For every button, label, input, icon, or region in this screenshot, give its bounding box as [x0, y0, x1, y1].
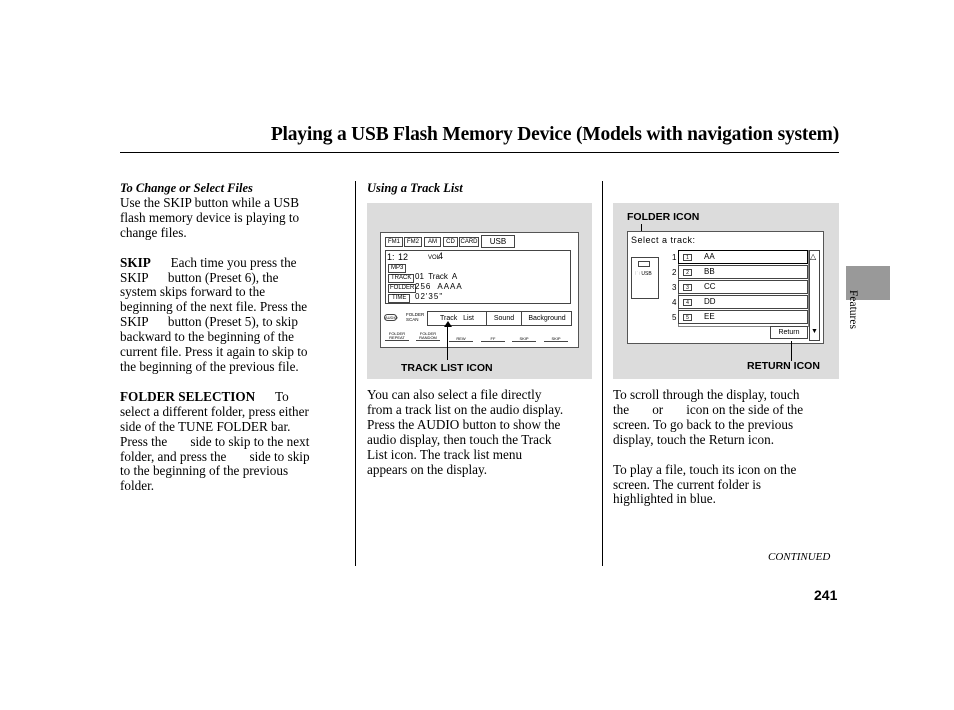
- page-number: 241: [814, 587, 838, 603]
- paragraph-line: folder.: [120, 478, 155, 494]
- paragraph-line: To play a file, touch its icon on the: [613, 461, 797, 477]
- elapsed-time: 02'35": [415, 292, 444, 301]
- section-heading: To Change or Select Files: [120, 181, 253, 195]
- background-button[interactable]: Background: [528, 315, 566, 322]
- time-tag: TIME: [388, 294, 410, 303]
- paragraph-line: Press the AUDIO button to show the: [367, 416, 561, 432]
- tab-fm1[interactable]: FM1: [385, 237, 403, 247]
- file-icon: 1: [683, 254, 692, 261]
- track-num: 5: [672, 313, 677, 322]
- tab-am[interactable]: AM: [424, 237, 441, 247]
- paragraph-line: to the beginning of the previous: [120, 463, 289, 479]
- volume-value: 4: [438, 251, 444, 261]
- track-row-5[interactable]: [678, 310, 808, 324]
- audio-display-figure: [367, 203, 592, 379]
- folder-panel: [631, 257, 659, 299]
- paragraph-line: change files.: [120, 224, 187, 240]
- section-tab-label: Features: [847, 290, 859, 329]
- track-name: BB: [704, 267, 715, 276]
- tab-cd[interactable]: CD: [443, 237, 458, 247]
- usb-folder-icon[interactable]: 🗀 USB: [635, 271, 652, 277]
- paragraph-line: highlighted in blue.: [613, 491, 716, 507]
- folder-tag: FOLDER: [390, 285, 415, 291]
- folder-icon-callout: FOLDER ICON: [627, 211, 700, 223]
- paragraph-line: select a different folder, press either: [120, 403, 309, 419]
- return-button[interactable]: Return: [770, 326, 808, 339]
- preset-skip-forward[interactable]: SKIP: [544, 336, 568, 342]
- paragraph-line: screen. The current folder is: [613, 476, 762, 492]
- folder-scan-label[interactable]: FOLDER SCAN: [406, 312, 425, 322]
- paragraph-line: folder, and press the side to skip: [120, 448, 310, 464]
- folder-selection-term: FOLDER SELECTION: [120, 388, 256, 404]
- file-icon: 4: [683, 299, 692, 306]
- track-row-2[interactable]: [678, 265, 808, 279]
- folder-paragraph: FOLDER SELECTION To: [120, 388, 289, 404]
- paragraph-line: backward to the beginning of the: [120, 329, 294, 345]
- volume-label: VOL: [428, 255, 441, 261]
- scroll-up-icon[interactable]: △: [810, 252, 817, 261]
- page-title: Playing a USB Flash Memory Device (Models with navigation system): [270, 124, 839, 145]
- tab-fm2[interactable]: FM2: [404, 237, 422, 247]
- select-prompt: Select a track:: [631, 235, 696, 245]
- track-name: EE: [704, 312, 715, 321]
- paragraph-line: You can also select a file directly: [367, 387, 542, 402]
- file-icon: 2: [683, 269, 692, 276]
- track-name: DD: [704, 297, 716, 306]
- track-num: 3: [672, 283, 677, 292]
- sound-button[interactable]: Sound: [487, 312, 522, 325]
- track-name: AA: [704, 252, 715, 261]
- tab-usb[interactable]: USB: [481, 235, 515, 248]
- paragraph-line: the or icon on the side of the: [613, 401, 804, 417]
- section-heading: Using a Track List: [367, 181, 463, 195]
- paragraph-line: List icon. The track list menu: [367, 446, 523, 462]
- preset-ff[interactable]: FF: [481, 336, 505, 342]
- paragraph-line: SKIP button (Preset 6), the: [120, 269, 279, 285]
- folder-number: 1:: [387, 252, 395, 262]
- preset-skip-back[interactable]: SKIP: [512, 336, 536, 342]
- paragraph-line: side of the TUNE FOLDER bar.: [120, 418, 291, 434]
- paragraph-line: system skips forward to the: [120, 284, 266, 300]
- paragraph-line: appears on the display.: [367, 461, 487, 477]
- paragraph-line: audio display, then touch the Track: [367, 431, 552, 447]
- column-3-body: [613, 388, 843, 507]
- callout-arrow: [444, 321, 452, 327]
- scroll-down-icon[interactable]: ▼: [811, 328, 818, 335]
- track-num: 2: [672, 268, 677, 277]
- skip-paragraph: SKIP Each time you press the: [120, 254, 297, 270]
- column-divider: [355, 181, 356, 566]
- file-icon: 3: [683, 284, 692, 291]
- paragraph-line: beginning of the next file. Press the: [120, 299, 308, 315]
- track-name: CC: [704, 282, 716, 291]
- audio-display-screen: [380, 232, 579, 348]
- track-list-figure: [613, 203, 839, 379]
- track-num: 1: [672, 253, 677, 262]
- track-row-3[interactable]: [678, 280, 808, 294]
- mp3-tag: MP3: [388, 264, 406, 273]
- paragraph-line: current file. Press it again to skip to: [120, 344, 308, 360]
- skip-term: SKIP: [120, 254, 151, 270]
- track-row-1[interactable]: [678, 250, 808, 264]
- track-list-screen: [627, 231, 824, 344]
- track-info-panel: [385, 250, 571, 304]
- column-2-body: [367, 388, 599, 477]
- audio-button[interactable]: AUDIO: [385, 315, 398, 320]
- file-icon: 5: [683, 314, 692, 321]
- title-rule: [120, 152, 839, 153]
- callout-leader: [447, 325, 448, 360]
- track-title: 01 Track A: [415, 272, 458, 281]
- track-list-button[interactable]: Track List: [428, 312, 487, 325]
- preset-folder-random[interactable]: FOLDER RANDOM: [416, 332, 440, 341]
- paragraph-line: from a track list on the audio display.: [367, 401, 564, 417]
- column-divider: [602, 181, 603, 566]
- folder-up-icon[interactable]: [638, 261, 650, 267]
- paragraph-line: To scroll through the display, touch: [613, 387, 800, 402]
- callout-leader: [791, 341, 792, 361]
- paragraph-line: display, touch the Return icon.: [613, 431, 775, 447]
- column-1: [120, 181, 348, 494]
- track-num: 4: [672, 298, 677, 307]
- tab-card[interactable]: CARD: [460, 239, 478, 245]
- paragraph-line: flash memory device is playing to: [120, 209, 300, 225]
- track-number: 12: [398, 252, 409, 262]
- paragraph-line: Use the SKIP button while a USB: [120, 194, 300, 210]
- paragraph-line: SKIP button (Preset 5), to skip: [120, 314, 298, 330]
- paragraph-line: screen. To go back to the previous: [613, 416, 794, 432]
- track-row-4[interactable]: [678, 295, 808, 309]
- preset-folder-repeat[interactable]: FOLDER REPEAT: [385, 332, 409, 341]
- return-icon-callout: RETURN ICON: [747, 360, 820, 372]
- paragraph-line: Press the side to skip to the next: [120, 433, 310, 449]
- preset-rew[interactable]: REW: [449, 336, 473, 342]
- paragraph-line: the beginning of the previous file.: [120, 358, 299, 374]
- continued-label: CONTINUED: [768, 551, 831, 563]
- track-tag: TRACK: [388, 274, 414, 283]
- track-list-icon-callout: TRACK LIST ICON: [401, 362, 493, 374]
- folder-name: 256 AAAA: [415, 282, 463, 291]
